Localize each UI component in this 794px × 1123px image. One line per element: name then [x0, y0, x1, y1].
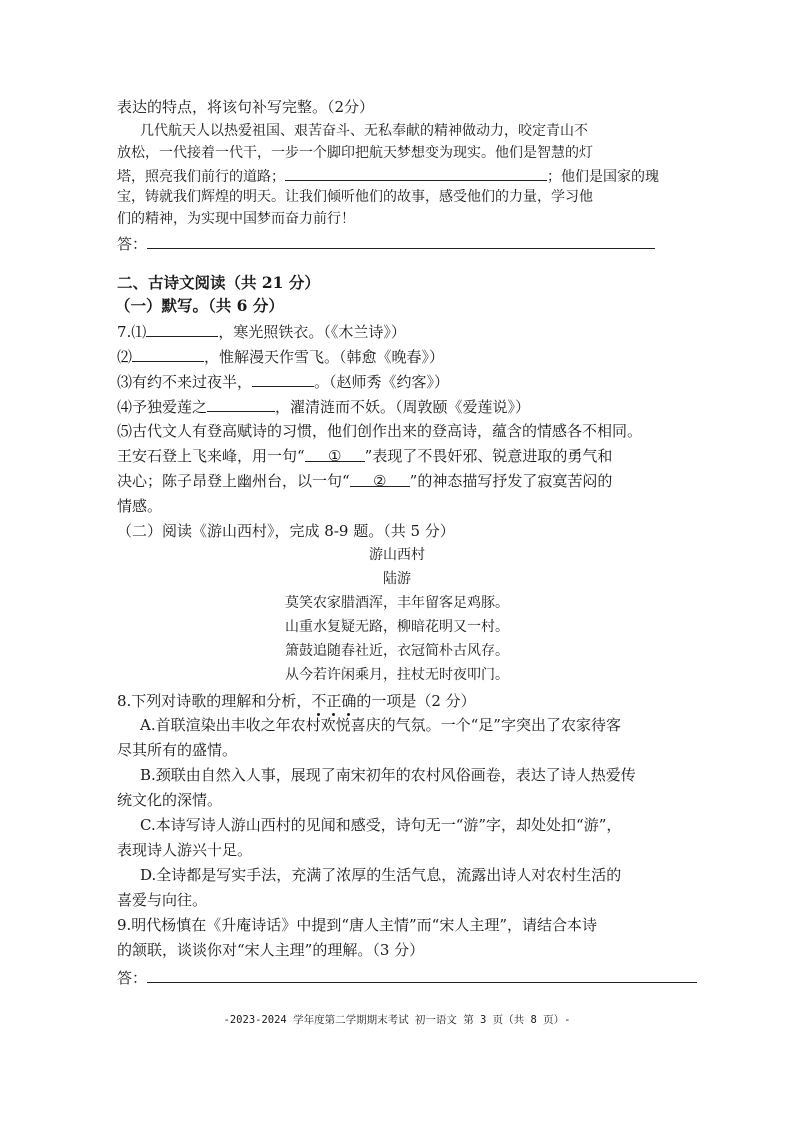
- poem-author: 陆游: [383, 571, 411, 587]
- poem-line: 山重水复疑无路，柳暗花明又一村。: [285, 619, 509, 635]
- q7-number: 7.⑴: [117, 323, 147, 341]
- q9-answer-field[interactable]: [147, 966, 697, 983]
- q8-option-d[interactable]: D.全诗都是写实手法，充满了浓厚的生活气息，流露出诗人对农村生活的: [140, 866, 622, 884]
- q7-text: ⑶有约不来过夜半，: [117, 373, 253, 391]
- q7-3-blank[interactable]: [252, 370, 314, 387]
- q7-item-5: ⑸古代文人有登高赋诗的习惯，他们创作出来的登高诗，蕴含的情感各不相同。: [117, 422, 643, 440]
- q7-2-blank[interactable]: [132, 345, 204, 362]
- q7-item-5-line: [117, 445, 612, 467]
- q7-4-blank[interactable]: [207, 395, 275, 412]
- q8-text: 8.下列对诗歌的理解和分析，: [117, 692, 312, 710]
- q9-answer-line: [117, 966, 697, 989]
- q8-option-a[interactable]: A.首联渲染出丰收之年农村欢悦喜庆的气氛。一个“足”字突出了农家待客: [140, 716, 621, 734]
- q7-text: 决心；陈子昂登上幽州台，以一句“: [117, 472, 350, 490]
- q6-answer-field[interactable]: [147, 232, 655, 249]
- page-footer: -2023-2024 学年度第二学期期末考试 初一语文 第 3 页（共 8 页）-: [223, 1014, 571, 1026]
- q7-number: ⑵: [117, 348, 133, 366]
- q7-text: ，惟解漫天作雪飞。（韩愈《晚春》）: [204, 348, 445, 366]
- q6-passage-line: 几代航天人以热爱祖国、艰苦奋斗、无私奉献的精神做动力，咬定青山不: [140, 123, 588, 139]
- section-title: 二、古诗文阅读（共 21 分）: [117, 273, 320, 292]
- q7-text: ，寒光照铁衣。（《木兰诗》）: [218, 323, 406, 341]
- q6-passage-line: 宝，铸就我们辉煌的明天。让我们倾听他们的故事，感受他们的力量，学习他: [117, 189, 593, 205]
- poem-line: 莫笑农家腊酒浑，丰年留客足鸡豚。: [285, 595, 509, 611]
- q7-1-blank[interactable]: [146, 320, 218, 337]
- q8-emphasis: 确: [341, 692, 357, 710]
- q6-passage-line: 们的精神，为实现中国梦而奋力前行！: [117, 211, 355, 227]
- q8-emphasis: 不: [311, 692, 327, 710]
- q7-item-4: [117, 395, 530, 418]
- q6-answer-line: [117, 232, 655, 255]
- q6-passage-line: [117, 164, 659, 188]
- q7-item-5-line: [117, 470, 612, 492]
- part2-title: （二）阅读《游山西村》，完成 8-9 题。（共 5 分）: [117, 522, 455, 540]
- q7-text: ，濯清涟而不妖。（周敦颐《爱莲说》）: [275, 398, 531, 416]
- q8-stem: [117, 690, 476, 712]
- q8-option-c-cont: 表现诗人游兴十足。: [117, 841, 253, 859]
- q7-item-1: [117, 320, 406, 343]
- q7-text: 王安石登上飞来峰，用一句“: [117, 447, 305, 465]
- q7-item-2: [117, 345, 444, 368]
- poem-line: 从今若许闲乘月，拄杖无时夜叩门。: [285, 667, 509, 683]
- q6-passage-text: 塔，照亮我们前行的道路；: [117, 169, 285, 185]
- q8-option-d-cont: 喜爱与向往。: [117, 891, 208, 909]
- q7-text: ”的神态描写抒发了寂寞苦闷的: [409, 472, 613, 490]
- q6-passage-line: 放松，一代接着一代干，一步一个脚印把航天梦想变为现实。他们是智慧的灯: [117, 145, 593, 161]
- q7-item-3: [117, 370, 449, 393]
- q7-5-blank-2[interactable]: ②: [350, 470, 410, 487]
- q7-text: 。（赵师秀《约客》）: [314, 373, 450, 391]
- q6-passage-text: ；他们是国家的瑰: [547, 169, 659, 185]
- q9-stem: 9.明代杨慎在《升庵诗话》中提到“唐人主情”而“宋人主理”，请结合本诗: [117, 916, 597, 934]
- q6-prompt-tail: 表达的特点，将该句补写完整。（2分）: [117, 98, 375, 116]
- q9-stem-cont: 的颔联，谈谈你对“宋人主理”的理解。（3 分）: [117, 941, 425, 959]
- q7-5-blank-1[interactable]: ①: [305, 445, 365, 462]
- q8-option-b[interactable]: B.颈联由自然入人事，展现了南宋初年的农村风俗画卷，表达了诗人热爱传: [140, 766, 636, 784]
- poem-title: 游山西村: [369, 547, 425, 563]
- q8-emphasis: 正: [326, 692, 342, 710]
- q8-option-c[interactable]: C.本诗写诗人游山西村的见闻和感受，诗句无一“游”字，却处处扣“游”，: [140, 816, 622, 834]
- q7-item-5-line: 情感。: [117, 497, 163, 515]
- q8-option-b-cont: 统文化的深情。: [117, 791, 223, 809]
- q8-text: 的一项是（2 分）: [356, 692, 476, 710]
- q8-option-a-cont: 尽其所有的盛情。: [117, 741, 238, 759]
- answer-label: 答：: [117, 235, 148, 253]
- answer-label: 答：: [117, 969, 148, 987]
- q6-answer-blank[interactable]: [285, 164, 547, 181]
- q7-text: ”表现了不畏奸邪、锐意进取的勇气和: [364, 447, 613, 465]
- q7-text: ⑷予独爱莲之: [117, 398, 208, 416]
- poem-line: 箫鼓追随春社近，衣冠简朴古风存。: [285, 643, 509, 659]
- part1-title: （一）默写。（共 6 分）: [115, 296, 284, 315]
